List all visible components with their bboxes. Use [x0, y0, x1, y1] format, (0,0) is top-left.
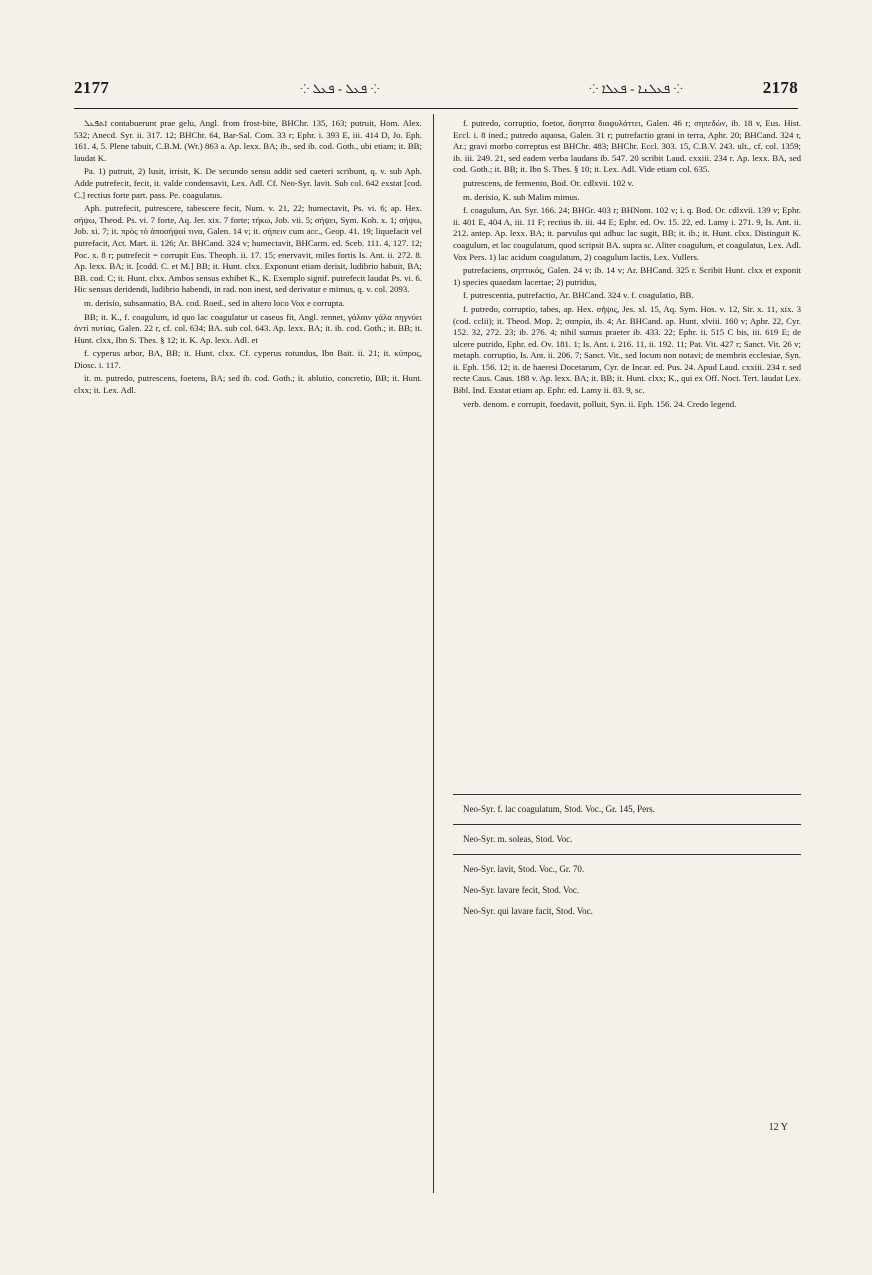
page-number-left: 2177: [74, 78, 110, 97]
column-rule: [433, 114, 434, 1193]
short-entry: Neo-Syr. f. lac coagulatum, Stod. Voc., Gr. 145, Pers.: [463, 804, 655, 814]
entry-paragraph: putrefaciens, σηπτικός, Galen. 24 v; ib. 14 v; Ar. BHCand. 325 r. Scribit Hunt. clxx et exponit 1) species quaedam lacertae; 2) putridus,: [453, 265, 801, 287]
entry-paragraph: m. derisio, K. sub Malim mimus.: [463, 191, 580, 202]
short-entry: Neo-Syr. qui lavare facit, Stod. Voc.: [463, 906, 593, 916]
entry-paragraph: BB; it. K., f. coagulum, id quo lac coagulatur ut caseus fit, Angl. rennet, γάλαιν γάλα πηγνύει ἀντὶ πυτίας, Galen. 22 r, cf. col. 634; BA. sub col. 643. Ap. lexx. BA; it. ib. cod. Goth.; it. BB; it. Hunt. clxx, Ibn S. Thes. § 12; it. K. Ap. lexx. Adl. et: [74, 311, 422, 345]
entry-paragraph: putrescens, de fermento, Bod. Or. cdlxvii. 102 v.: [463, 177, 634, 188]
section-divider: [453, 824, 801, 825]
page-header: [66, 78, 806, 102]
running-head-left: ⁘ ܦܥܠ - ܦܥܠ ⁘: [300, 81, 380, 96]
entry-paragraph: f. putredo, corruptio, foetor, ἄσηπτα διαφυλάττει, Galen. 46 r; σηπεδὼν, ib. 18 v, Eus. Hist. Eccl. i. 8 ined.; putredo aquosa, Galen. 31 r; putrefactio grani in terra, Aphr. 20; BHCand. 324 r, Ar.; gravi morbo correptus est BHChr. 483; BHChr. Eccl. 303. 15, C.B.V. 243. ult., cf. col. 1359; ib. iii. 249. 21, sed eadem verba laudans ib. 547. 20 scribit Laud. cxxiii. 234 r. Ap. lexx. BA, sed cod. Goth.; it. BB; it. Ibn S. Thes. § 10; it. Lex. Adl. Vide etiam col. 635.: [453, 118, 801, 175]
entry-paragraph: Pa. 1) putruit, 2) lusit, irrisit, K. De secundo sensu addit sed caeteri scribunt, q. v. sub Aph. Adde putrefecit, fecit, it. valde condensavit, Lex. Adl. Cf. Neo-Syr. lavit. Sub col. 642 exstat [cod. C.] rectius forte part. pass. Pe. coagulatus.: [74, 166, 422, 200]
short-entry: Neo-Syr. lavare fecit, Stod. Voc.: [463, 885, 580, 895]
right-column: [453, 118, 801, 778]
section-divider: [453, 854, 801, 855]
entry-paragraph: Aph. putrefecit, putrescere, tabescere fecit, Num. v. 21, 22; humectavit, Ps. vi. 6; ap. Hex. σήψω, Theod. Ps. vi. 7 forte, Aq. Jer. xix. 7 forte; τήκω, Job. vii. 5; σήψει, Sym. Koh. x. 1; σήψω, Job. xi. 7; it. πρὸς τὸ ἀποσήψαί τινα, Galen. 14 v; it. σήπειν cum acc., Geop. 41. 19; liquefacit vel putrefacit, Act. Mart. ii. 126; Ar. BHCand. 324 v; humectavit, BHCarm. ed. Sceb. 111. 4, 127. 12; Poc. x. 8 r; putrefecit = corrupit Eus. Theoph. ii. 17. 15; enervavit, miles fortis Is. Ant. ii. 272. 8. Ap. lexx. BA; it. [codd. C. et M.] BB; it. Hunt. clxx. Exponunt etiam derisit, ludibrio habuit, BA; BB. cod. C; it. Hunt. clxx. Ambos sensus exhibet K., K. Exemplo signif. putrefecit laudat Ps. vi. 6. Hic sensus deridendi, ludibrio habendi, in rad. non inest, sed derivatur e mimus, q. v. col. 2093.: [74, 203, 422, 295]
entry-paragraph: f. putrescentia, putrefactio, Ar. BHCand. 324 v. f. coagulatio, BB.: [463, 290, 694, 301]
running-head-right: ⁘ ܦܥܠܢܐ - ܦܥܠܐ ⁘: [589, 81, 683, 96]
short-entry: Neo-Syr. lavit, Stod. Voc., Gr. 70.: [463, 864, 585, 874]
entry-paragraph: it. m. putredo, putrescens, foetens, BA; sed ib. cod. Goth.; it. ablutio, concretio, BB; it. Hunt. clxx; it. Lex. Adl.: [74, 373, 422, 396]
entry-paragraph: m. derisio, subsannatio, BA. cod. Roed., sed in altero loco Vox e corrupta.: [84, 297, 345, 308]
gathering-signature: 12 Y: [768, 1122, 788, 1133]
neo-syriac-entries: [453, 786, 801, 926]
entry-paragraph: f. coagulum, An. Syr. 166. 24; BHGr. 403 r; BHNom. 102 v; i. q. Bod. Or. cdlxvii. 139 v; Ephr. ii. 401 E, 404 A, iii. 11 F; rectius ib. iii. 44 E; Ephr. ed. Ov. 15. 22, ed. Lamy i. 271. 9, Is. Ant. ii. 212. antep. Ap. lexx. BA; it. parvulus qui adhuc lac sugit, BB; it. ib.; it. Hunt. clxx. Distinguit K. coagulum, et lac coagulatum, quod scripsit BA. supra sc. Aliter coagulum, et coagulatus, Lex. Adl. Vox Pers. 1) lac acidum coagulatum, 2) coagulum lactis, Lex. Vullers.: [453, 205, 801, 262]
entry-paragraph: f. putredo, corruptio, tabes, ap. Hex. σῆψις, Jes. xl. 15, Aq. Sym. Hos. v. 12, Sir. x. 11, xix. 3 (cod. cclii); it. Theod. Mop. 2; σαπρία, ib. 4; Ar. BHCand. ap. Hunt. xlviii. 160 v; Aphr. 22, Cyr. 152. 32, 272. 23; ib. 276. 4; nihil sumus praeter ib. 433. 22; Ephr. ii. 515 C bis, iii. 619 E; de ulcere putrido, Ephr. ed. Ov. 181. 1; Is. Ant. i. 216. 11, ii. 192. 11; Pat. Vit. 427 r; Sanct. Vit. 26 v; metaph. corruptio, Is. Ant. ii. 206. 7; Sanct. Vit., sed locum non notavi; de membris ecclesiae, Syn. ii. Eph. 156. 12; it. de haeresi Docetarum, Cyr. de Incar. ed. Pus. 24. Apud Laud. cxxiii. 234 r. sed recte Caus. Caus. 188 v. Ap. lexx. BA; it. BB; it. Hunt. clxx; K., qui ex Off. Noct. Tert. laudat Lex. Bibl. Ind. Exstat etiam ap. Ephr. ed. Lamy ii. 83. 9, sc.: [453, 303, 801, 396]
header-rule: [74, 108, 798, 109]
entry-paragraph: ܐܬܦܥܠ contabuerunt prae gelu, Angl. from frost-bite, BHChr. 135, 163; putruit, Hom. Alex. 532; Anecd. Syr. ii. 317. 12; BHChr. 64, Bar-Sal. Com. 33 r; Ephr. i. 393 E, iii. 414 D, Jo. Eph. 161. 4, 5. Plene tabuit, C.B.M. (Wr.) 863 a. Ap. lexx. BA; ib., sed ib. cod. Goth., ubi etiam; it. BB; laudat K.: [74, 118, 422, 163]
short-entry: Neo-Syr. m. soleas, Stod. Voc.: [463, 834, 573, 844]
left-column: [74, 118, 422, 1198]
entry-paragraph: verb. denom. e corrupit, foedavit, polluit, Syn. ii. Eph. 156. 24. Credo legend.: [463, 398, 737, 409]
entry-paragraph: f. cyperus arbor, BA, BB; it. Hunt. clxx. Cf. cyperus rotundus, Ibn Bait. ii. 21; it. κύπρος, Diosc. i. 117.: [74, 348, 422, 370]
page-number-right: 2178: [762, 78, 798, 97]
section-divider: [453, 794, 801, 795]
